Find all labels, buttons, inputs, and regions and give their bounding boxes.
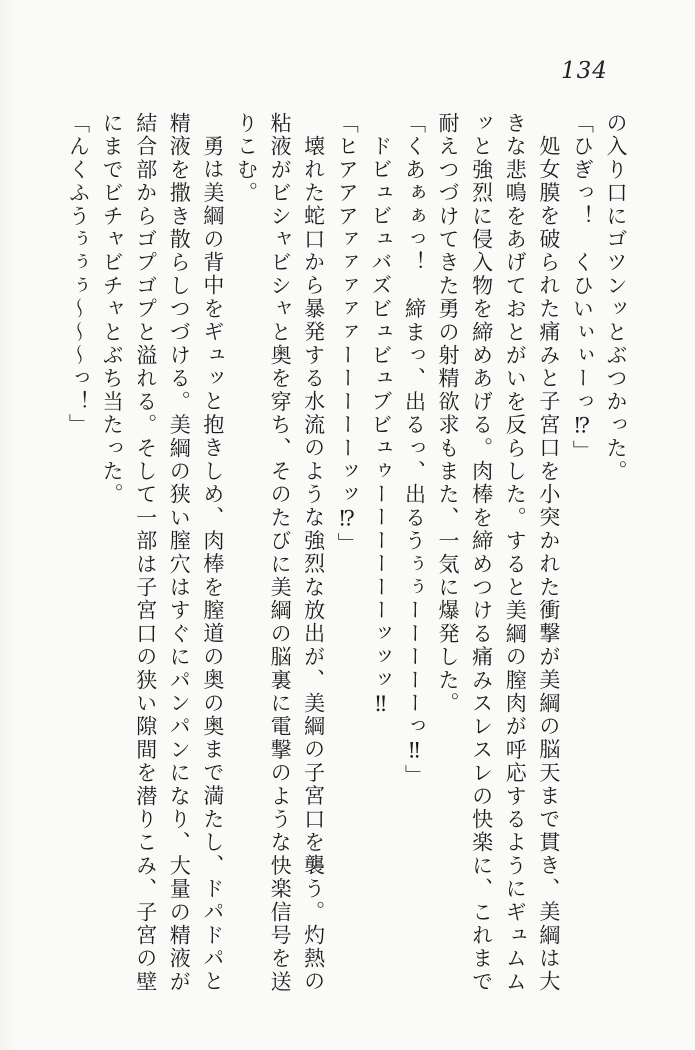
text-column-3: 処女膜を破られた痛みと子宮口を小突かれた衝撃が美綱の脳天まで貫き、美綱は大 (536, 135, 561, 994)
text-column-13: 勇は美綱の背中をギュッと抱きしめ、肉棒を膣道の奥の奥まで満たし、ドパドパと (200, 135, 225, 994)
text-column-10: 壊れた蛇口から暴発する水流のような強烈な放出が、美綱の子宮口を襲う。灼熱の (301, 135, 326, 994)
vertical-text-block (60, 112, 632, 998)
text-column-16: にまでビチャビチャとぶち当たった。 (100, 112, 125, 507)
text-column-5: ッと強烈に侵入物を締めあげる。肉棒を締めつける痛みスレスレの快楽に、これまで (469, 112, 494, 994)
text-column-6: 耐えつづけてきた勇の射精欲求もまた、一気に爆発した。 (436, 112, 461, 716)
text-column-15: 結合部からゴプゴプと溢れる。そして一部は子宮口の狭い隙間を潜りこみ、子宮の壁 (133, 112, 158, 994)
text-column-11: 粘液がビシャビシャと奥を穿ち、そのたびに美綱の脳裏に電撃のような快楽信号を送 (268, 112, 293, 994)
page-number: 134 (561, 58, 608, 84)
text-column-17: 「んくふうぅぅぅ～～～っ！」 (66, 112, 91, 437)
text-column-9: 「ヒアアアァァァァァーーーーーッッ⁉」 (335, 112, 360, 556)
text-column-8: ドビュビュバズビュビュブビュゥーーーーーーッッッ‼ (368, 135, 393, 718)
text-column-12: りこむ。 (234, 112, 259, 205)
text-column-2: 「ひぎっ！ くひいぃぃーっ⁉」 (570, 112, 595, 463)
text-column-4: きな悲鳴をあげておとがいを反らした。すると美綱の膣肉が呼応するようにギュムム (503, 112, 528, 994)
text-column-1: の入り口にゴツンッとぶつかった。 (604, 112, 628, 484)
text-column-7: 「くあぁぁっ！ 締まっ、出るっ、出るうぅぅーーーーーっ‼」 (402, 112, 427, 788)
text-column-14: 精液を撒き散らしつづける。美綱の狭い膣穴はすぐにパンパンになり、大量の精液が (167, 112, 192, 994)
